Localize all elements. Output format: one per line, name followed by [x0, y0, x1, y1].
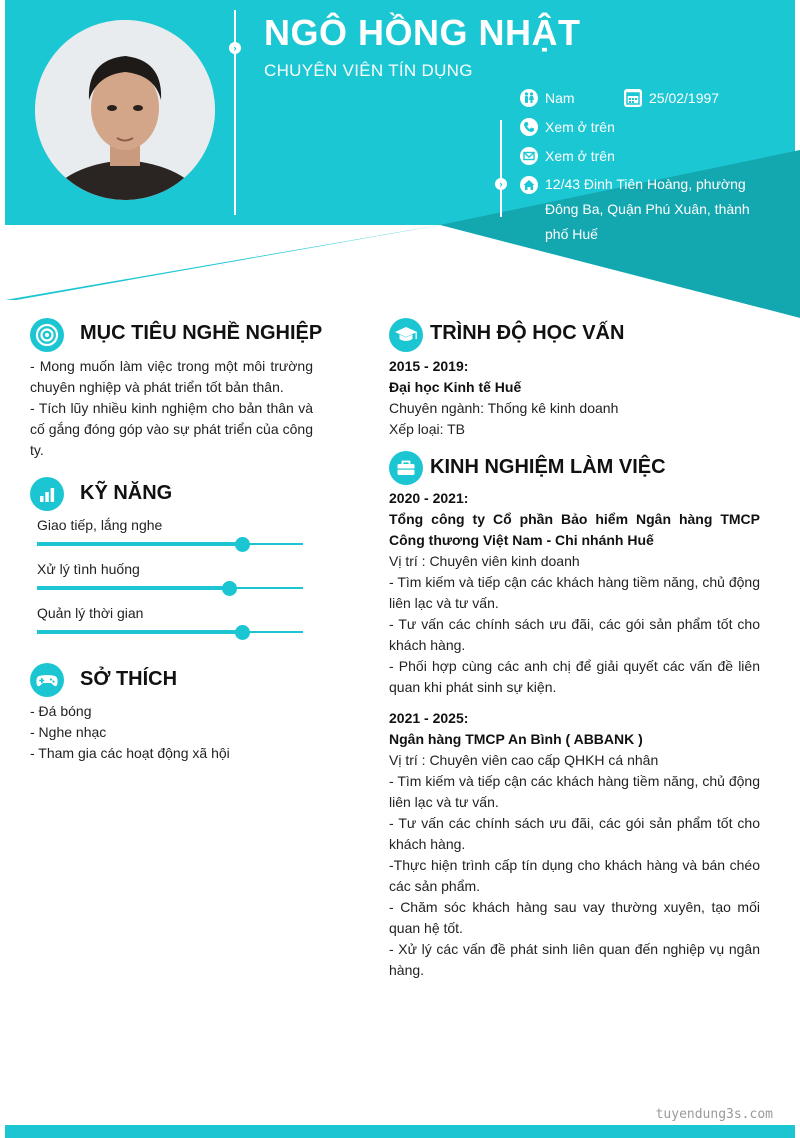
skill-level-knob: [222, 581, 237, 596]
skill-bar-fill: [37, 630, 242, 634]
header-divider: [234, 10, 236, 215]
skills-title: KỸ NĂNG: [80, 482, 173, 504]
experience-title: KINH NGHIỆM LÀM VIỆC: [430, 456, 666, 478]
target-icon: [30, 318, 64, 352]
gender-value: Nam: [545, 90, 575, 106]
hobbies-title: SỞ THÍCH: [80, 668, 178, 690]
email-value: Xem ở trên: [545, 148, 615, 164]
job-duty: - Tìm kiếm và tiếp cận các khách hàng tiềm năng, chủ động liên lạc và tư vấn.: [389, 574, 760, 611]
job-duty: - Chăm sóc khách hàng sau vay thường xuyên, tạo mối quan hệ tốt.: [389, 899, 760, 936]
skill-label: Giao tiếp, lắng nghe: [37, 517, 163, 533]
skill-label: Quản lý thời gian: [37, 605, 144, 621]
education-school: Đại học Kinh tế Huế: [389, 379, 522, 395]
contact-divider: [500, 120, 502, 217]
mail-icon: [520, 147, 538, 165]
education-major: Chuyên ngành: Thống kê kinh doanh: [389, 400, 619, 416]
skill-bar-fill: [37, 586, 229, 590]
skill-bar: [37, 631, 303, 633]
job-title: CHUYÊN VIÊN TÍN DỤNG: [264, 61, 473, 80]
hobby-item: - Đá bóng: [30, 703, 92, 719]
chevron-right-icon: ›: [495, 178, 507, 190]
skill-level-knob: [235, 625, 250, 640]
objective-title: MỤC TIÊU NGHỀ NGHIỆP: [80, 322, 323, 344]
chevron-right-icon: ›: [229, 42, 241, 54]
gender-icon: [520, 89, 538, 107]
bar-chart-icon: [30, 477, 64, 511]
skill-level-knob: [235, 537, 250, 552]
job-duty: - Phối hợp cùng các anh chị để giải quyết các vấn đề liên quan khi phát sinh sự kiện.: [389, 658, 760, 695]
footer-bar: [5, 1125, 795, 1138]
job-duty: - Tư vấn các chính sách ưu đãi, các gói sản phẩm tốt cho khách hàng.: [389, 815, 760, 852]
address-value: 12/43 Đinh Tiên Hoàng, phường Đông Ba, Quận Phú Xuân, thành phố Huế: [545, 176, 750, 242]
skill-bar: [37, 587, 303, 589]
objective-text: [30, 356, 313, 461]
education-title: TRÌNH ĐỘ HỌC VẤN: [430, 322, 625, 344]
job-position: Vị trí : Chuyên viên kinh doanh: [389, 553, 580, 569]
job-position: Vị trí : Chuyên viên cao cấp QHKH cá nhân: [389, 752, 659, 768]
skill-label: Xử lý tình huống: [37, 561, 140, 577]
objective-line: - Tích lũy nhiều kinh nghiệm cho bản thân và cố gắng đóng góp vào sự phát triển của công ty.: [30, 400, 313, 458]
hobby-item: - Nghe nhạc: [30, 724, 107, 740]
profile-photo: [35, 20, 215, 200]
graduation-cap-icon: [389, 318, 423, 352]
hobbies-list: [30, 701, 320, 764]
calendar-icon: [624, 89, 642, 107]
home-icon: [520, 176, 538, 194]
skill-bar-fill: [37, 542, 242, 546]
birthday-value: 25/02/1997: [649, 90, 720, 106]
job-duty: - Xử lý các vấn đề phát sinh liên quan đến nghiệp vụ ngân hàng.: [389, 941, 760, 978]
job-period: 2021 - 2025:: [389, 710, 469, 726]
experience-job: [389, 708, 760, 981]
education-period: 2015 - 2019:: [389, 358, 469, 374]
job-duty: - Tìm kiếm và tiếp cận các khách hàng tiềm năng, chủ động liên lạc và tư vấn.: [389, 773, 760, 810]
job-period: 2020 - 2021:: [389, 490, 469, 506]
avatar-image: [35, 20, 215, 200]
gamepad-icon: [30, 663, 64, 697]
job-duty: -Thực hiện trình cấp tín dụng cho khách hàng và bán chéo các sản phẩm.: [389, 857, 760, 894]
candidate-name: NGÔ HỒNG NHẬT: [264, 12, 581, 53]
education-block: [389, 356, 760, 440]
briefcase-icon: [389, 451, 423, 485]
education-grade: Xếp loại: TB: [389, 421, 466, 437]
job-company: Ngân hàng TMCP An Bình ( ABBANK ): [389, 731, 643, 747]
job-company: Tổng công ty Cổ phần Bảo hiểm Ngân hàng TMCP Công thương Việt Nam - Chi nhánh Huế: [389, 511, 760, 548]
hobby-item: - Tham gia các hoạt động xã hội: [30, 745, 230, 761]
phone-value: Xem ở trên: [545, 119, 615, 135]
phone-icon: [520, 118, 538, 136]
watermark: tuyendung3s.com: [655, 1107, 773, 1122]
skill-bar: [37, 543, 303, 545]
job-duty: - Tư vấn các chính sách ưu đãi, các gói sản phẩm tốt cho khách hàng.: [389, 616, 760, 653]
experience-job: [389, 488, 760, 698]
objective-line: - Mong muốn làm việc trong một môi trường chuyên nghiệp và phát triển tốt bản thân.: [30, 358, 313, 395]
